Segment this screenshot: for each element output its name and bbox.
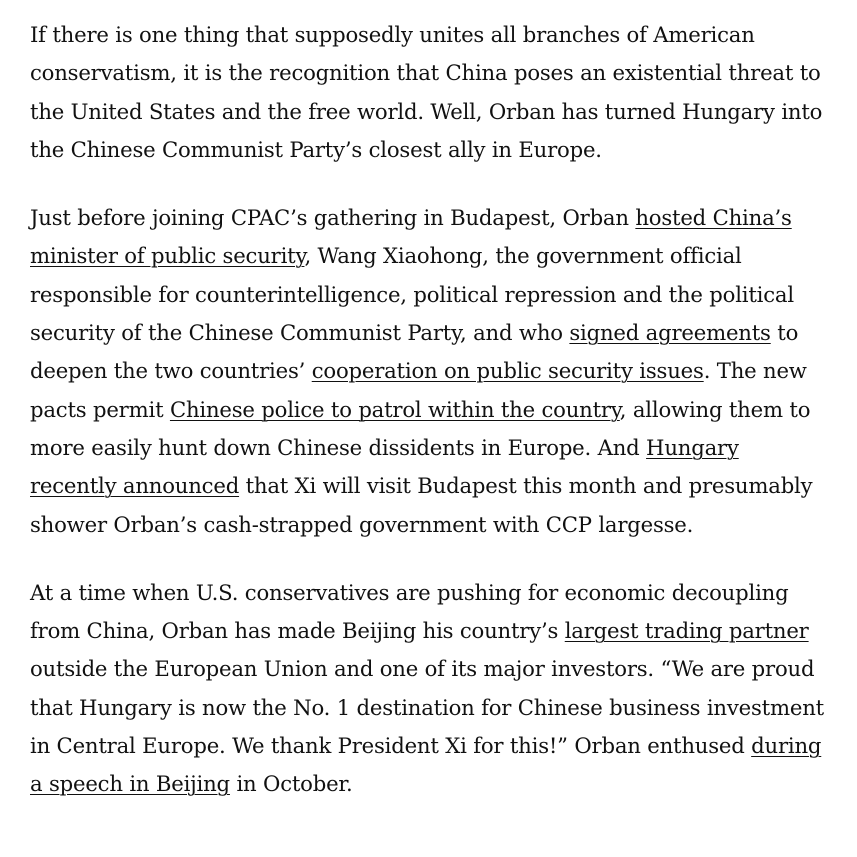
article-body	[30, 16, 830, 834]
link-hosted-chinas-minister[interactable]: hosted China’s minister of public security	[30, 205, 792, 269]
paragraph-2	[30, 199, 830, 544]
link-cooperation-public-security[interactable]: cooperation on public security issues	[311, 358, 704, 384]
text-run: Just before joining CPAC’s gathering in Budapest, Orban	[30, 205, 636, 231]
text-run: , Wang Xiaohong, the government official responsible for counterintelligence, political repression and the political security of the Chinese Communist Party, and who	[30, 243, 794, 346]
text-run: If there is one thing that supposedly unites all branches of American conservatism, it is the recognition that China poses an existential threat to the United States and the free world. Well, Orban has turned Hungary into the Chinese Communist Party’s closest ally in Europe.	[30, 22, 823, 162]
paragraph-3	[30, 574, 830, 804]
link-chinese-police-patrol[interactable]: Chinese police to patrol within the country	[169, 396, 620, 422]
text-run: that Xi will visit Budapest this month and presumably shower Orban’s cash-strapped government with CCP largesse.	[30, 473, 813, 537]
text-run: , allowing them to more easily hunt down Chinese dissidents in Europe. And	[30, 396, 811, 460]
link-largest-trading-partner[interactable]: largest trading partner	[564, 618, 809, 644]
link-speech-in-beijing[interactable]: during a speech in Beijing	[30, 733, 822, 797]
link-hungary-recently-announced[interactable]: Hungary recently announced	[30, 434, 739, 499]
text-run: At a time when U.S. conservatives are pushing for economic decoupling from China, Orban has made Beijing his country’s	[30, 579, 789, 644]
text-run: in October.	[229, 771, 353, 797]
text-run: to deepen the two countries’	[30, 320, 799, 384]
text-run: outside the European Union and one of its major investors. “We are proud that Hungary is now the No. 1 destination for Chinese business investment in Central Europe. We thank President Xi for this!” Orban enthused	[30, 656, 824, 759]
link-signed-agreements[interactable]: signed agreements	[569, 320, 771, 346]
text-run: . The new pacts permit	[30, 358, 807, 422]
paragraph-1	[30, 16, 830, 169]
